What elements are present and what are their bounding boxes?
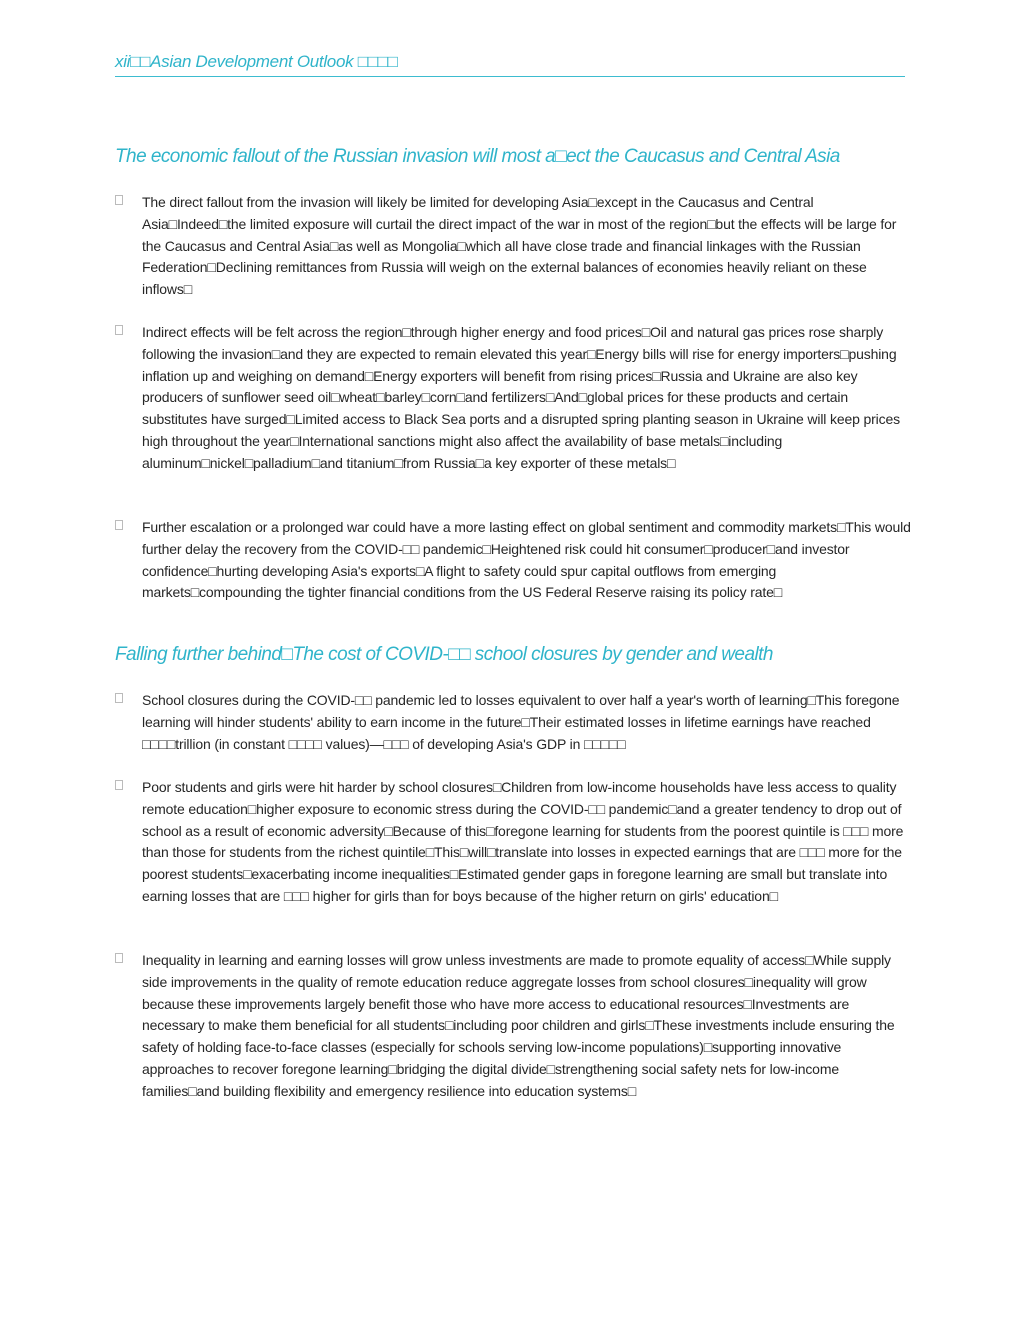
bullet-icon [115, 780, 123, 790]
bullet-icon [115, 195, 123, 205]
bullet-item [115, 690, 915, 755]
bullet-icon [115, 953, 123, 963]
bullet-item [115, 192, 915, 301]
bullet-icon [115, 325, 123, 335]
bullet-text: The direct fallout from the invasion will likely be limited for developing Asia□except in the Caucasus and Central Asia□Indeed□the limited exposure will curtail the direct impact of the war in most of the region□but the effects will be large for the Caucasus and Central Asia□as well as Mongolia□which all have close trade and financial linkages with the Russian Federation□Declining remittances from Russia will weigh on the external balances of economies heavily reliant on these inflows□ [142, 194, 897, 298]
bullet-text: Poor students and girls were hit harder by school closures□Children from low-income households have less access to quality remote education□higher exposure to economic stress during the COVID-□□ pandemic□and a greater tendency to drop out of school as a result of economic adversity□Because of this□foregone learning for students from the poorest quintile is □□□ more than those for students from the richest quintile□This□will□translate into losses in expected earnings that are □□□ more for the poorest students□exacerbating income inequalities□Estimated gender gaps in foregone learning are small but translate into earning losses that are □□□ higher for girls than for boys because of the higher return on girls' education□ [142, 779, 904, 904]
bullet-item [115, 517, 915, 604]
bullet-icon [115, 693, 123, 703]
section-heading-russian-invasion: The economic fallout of the Russian invasion will most a□ect the Caucasus and Central Asia [115, 146, 840, 167]
bullet-item [115, 777, 915, 908]
bullet-icon [115, 520, 123, 530]
bullet-item [115, 322, 915, 475]
bullet-text: Indirect effects will be felt across the region□through higher energy and food prices□Oil and natural gas prices rose sharply following the invasion□and they are expected to remain elevated this year□Energy bills will rise for energy importers□pushing inflation up and weighing on demand□Energy exporters will benefit from rising prices□Russia and Ukraine are also key producers of sunflower seed oil□wheat□barley□corn□and fertilizers□And□global prices for these products and certain substitutes have surged□Limited access to Black Sea ports and a disrupted spring planting season in Ukraine will keep prices high throughout the year□International sanctions might also affect the availability of base metals□including aluminum□nickel□palladium□and titanium□from Russia□a key exporter of these metals□ [142, 324, 900, 471]
running-header-title: xii□□Asian Development Outlook □□□□ [115, 52, 398, 71]
running-header [115, 50, 905, 77]
bullet-text: Further escalation or a prolonged war could have a more lasting effect on global sentiment and commodity markets□This would further delay the recovery from the COVID-□□ pandemic□Heightened risk could hit consumer□producer□and investor confidence□hurting developing Asia's exports□A flight to safety could spur capital outflows from emerging markets□compounding the tighter financial conditions from the US Federal Reserve raising its policy rate□ [142, 519, 911, 601]
section-heading-school-closures: Falling further behind□The cost of COVID-□□ school closures by gender and wealth [115, 644, 773, 665]
bullet-text: Inequality in learning and earning losses will grow unless investments are made to promote equality of access□While supply side improvements in the quality of remote education reduce aggregate losses from school closures□inequality will grow because these improvements largely benefit those who have more access to educational resources□Investments are necessary to make them beneficial for all students□including poor children and girls□These investments include ensuring the safety of holding face-to-face classes (especially for schools serving low-income populations)□supporting innovative approaches to recover foregone learning□bridging the digital divide□strengthening social safety nets for low-income families□and building flexibility and emergency resilience into education systems□ [142, 952, 895, 1099]
bullet-item [115, 950, 915, 1103]
bullet-text: School closures during the COVID-□□ pandemic led to losses equivalent to over half a year's worth of learning□This foregone learning will hinder students' ability to earn income in the future□Their estimated losses in lifetime earnings have reached □□□□trillion (in constant □□□□ values)—□□□ of developing Asia's GDP in □□□□□ [142, 692, 900, 752]
